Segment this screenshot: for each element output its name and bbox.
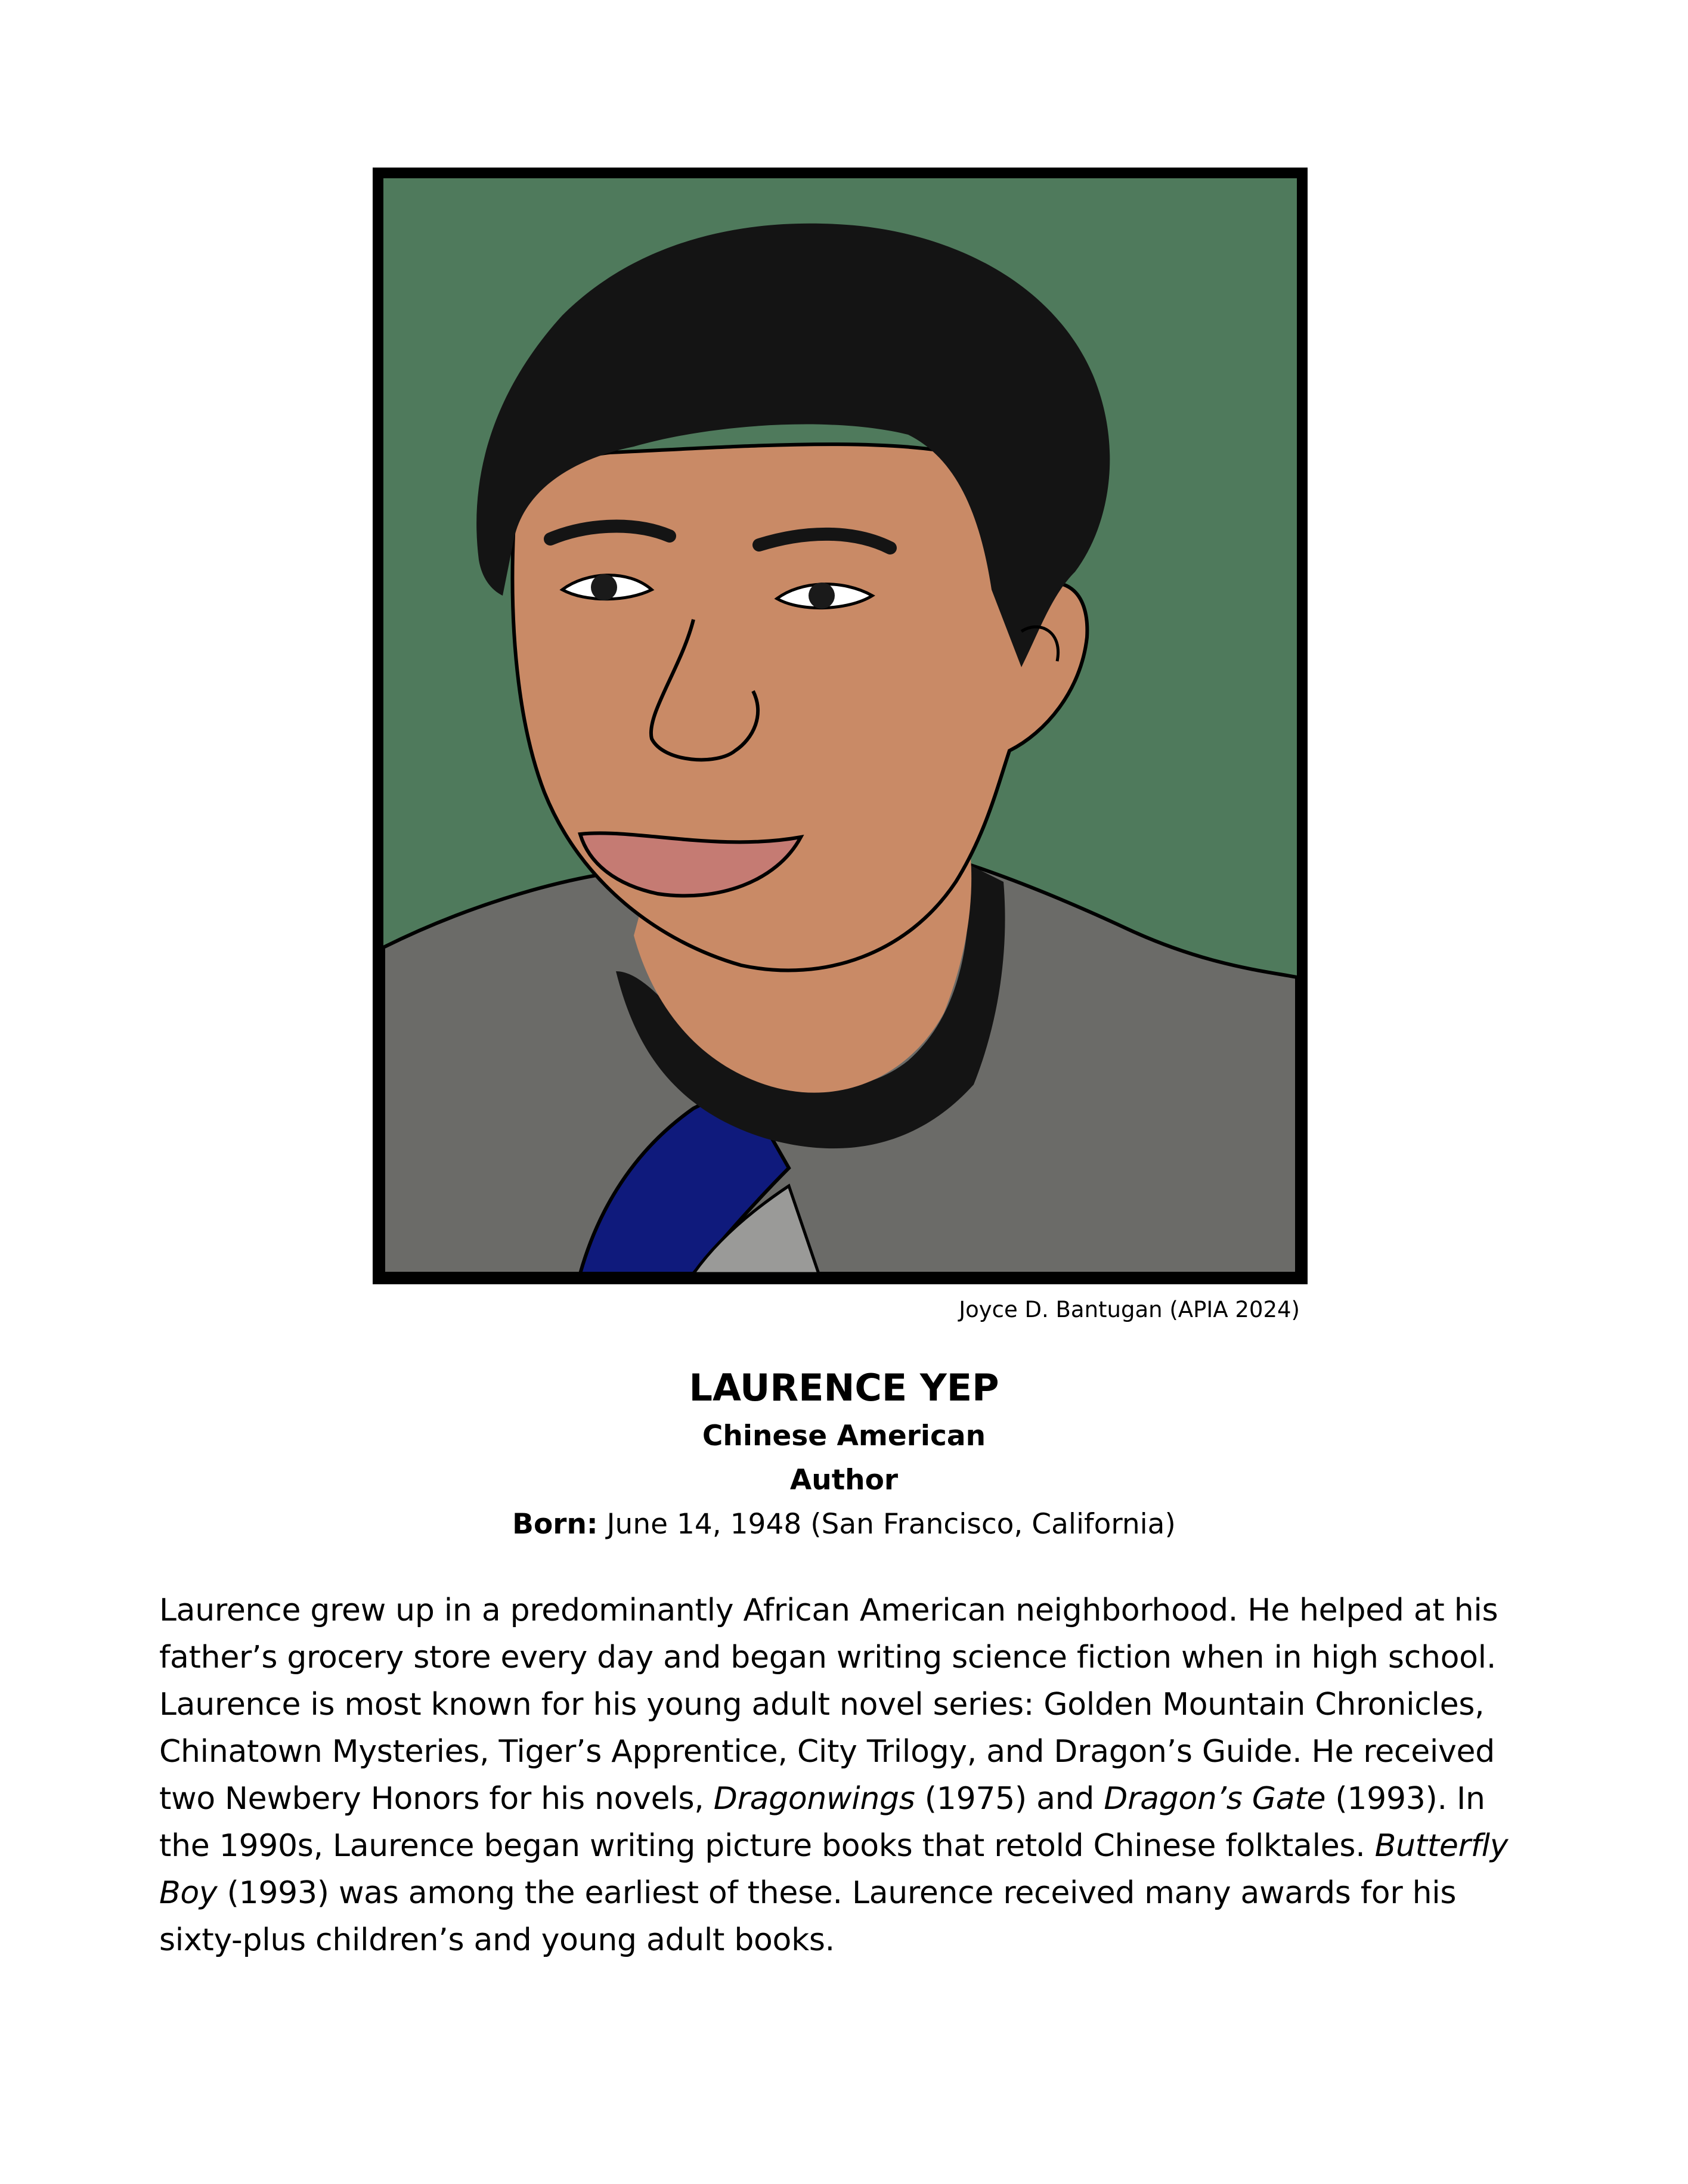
portrait-illustration bbox=[373, 168, 1308, 1284]
bio-text-2: (1975) and bbox=[915, 1781, 1104, 1817]
birth-info bbox=[0, 1503, 1688, 1547]
occupation: Author bbox=[789, 1464, 899, 1497]
book-title-butterfly-boy: Butterfly Boy bbox=[159, 1828, 1509, 1911]
book-title-dragonwings: Dragonwings bbox=[713, 1781, 915, 1817]
bio-text-1: Laurence grew up in a predominantly African American neighborhood. He helped at his father’s grocery store every day and began writing science fiction when in high school. Laurence is most known for his young adult novel series: Golden Mountain Chronicles, Chinatown Mysteries, Tiger’s Apprentice, City Trilogy, and Dragon’s Guide. He received two Newbery Honors for his novels, bbox=[159, 1593, 1498, 1817]
illustration-credit: Joyce D. Bantugan (APIA 2024) bbox=[959, 1297, 1300, 1322]
left-pupil bbox=[591, 574, 617, 600]
born-label: Born: bbox=[512, 1508, 598, 1541]
book-title-dragons-gate: Dragon’s Gate bbox=[1104, 1781, 1326, 1817]
right-pupil bbox=[809, 583, 835, 609]
heritage: Chinese American bbox=[702, 1420, 986, 1452]
profile-header bbox=[0, 1362, 1688, 1547]
bio-text-4: (1993) was among the earliest of these. Laurence received many awards for his sixty-plus children’s and young adult books. bbox=[159, 1875, 1457, 1958]
born-value: June 14, 1948 (San Francisco, California) bbox=[597, 1508, 1176, 1541]
portrait-drawing bbox=[383, 178, 1297, 1274]
bio-text-3: (1993). In the 1990s, Laurence began writing picture books that retold Chinese folktales. bbox=[159, 1781, 1485, 1864]
person-name: LAURENCE YEP bbox=[689, 1366, 999, 1409]
biography-paragraph bbox=[159, 1587, 1531, 1964]
